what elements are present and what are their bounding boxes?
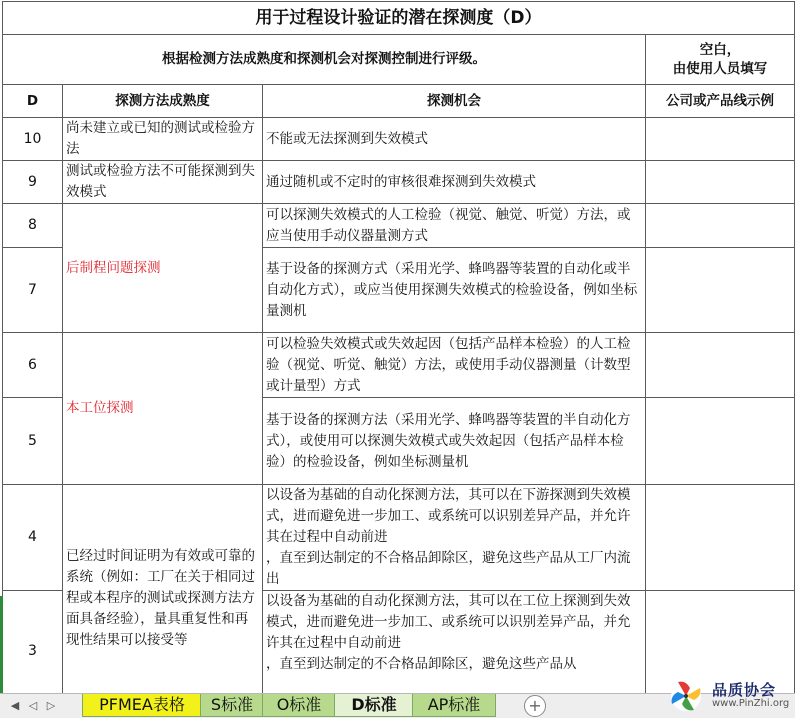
d-value-cell[interactable]: 4 — [3, 485, 63, 591]
group-proven-cell[interactable]: 已经过时间证明为有效或可靠的系统（例如：工厂在关于相同过程或本程序的测试或探测方法方面具备经验），量具重复性和再现性结果可以接受等 — [63, 485, 263, 694]
selection-indicator — [0, 596, 3, 693]
header-maturity[interactable]: 探测方法成熟度 — [63, 85, 263, 118]
example-cell[interactable] — [646, 204, 795, 248]
header-opportunity[interactable]: 探测机会 — [263, 85, 646, 118]
opportunity-cell[interactable]: 不能或无法探测到失效模式 — [263, 118, 646, 161]
d-value-cell[interactable]: 7 — [3, 248, 63, 333]
description-cell[interactable]: 根据检测方法成熟度和探测机会对探测控制进行评级。 — [3, 35, 646, 85]
opportunity-cell[interactable]: 通过随机或不定时的审核很难探测到失效模式 — [263, 161, 646, 204]
tab-pfmea[interactable]: PFMEA表格 — [82, 694, 202, 717]
d-value-cell[interactable]: 5 — [3, 398, 63, 485]
opportunity-cell[interactable]: 可以探测失效模式的人工检验（视觉、触觉、听觉）方法，或应当使用手动仪器量测方式 — [263, 204, 646, 248]
opportunity-cell[interactable]: 可以检验失效模式或失效起因（包括产品样本检验）的人工检验（视觉、听觉、触觉）方法，或使用手动仪器测量（计数型或计量型）方式 — [263, 333, 646, 398]
d-value-cell[interactable]: 10 — [3, 118, 63, 161]
example-cell[interactable] — [646, 485, 795, 591]
header-example[interactable]: 公司或产品线示例 — [646, 85, 795, 118]
opportunity-cell[interactable]: 以设备为基础的自动化探测方法，其可以在工位上探测到失效模式，进而避免进一步加工、或系统可以识别差异产品，并允许其在过程中自动前进 ，直至到达制定的不合格品卸除区，避免这些产品从 — [263, 591, 646, 694]
watermark-url: www.PinZhi.org — [712, 698, 790, 709]
tab-ap-standard[interactable]: AP标准 — [412, 694, 496, 717]
page-title[interactable]: 用于过程设计验证的潜在探测度（D） — [3, 2, 795, 35]
pinwheel-icon — [668, 678, 710, 714]
example-cell[interactable] — [646, 333, 795, 398]
d-value-cell[interactable]: 6 — [3, 333, 63, 398]
example-cell[interactable] — [646, 161, 795, 204]
header-d[interactable]: D — [3, 85, 63, 118]
opportunity-cell[interactable]: 基于设备的探测方法（采用光学、蜂鸣器等装置的半自动化方式），或使用可以探测失效模式或失效起因（包括产品样本检验）的检验设备，例如坐标测量机 — [263, 398, 646, 485]
maturity-cell[interactable]: 测试或检验方法不可能探测到失效模式 — [63, 161, 263, 204]
add-sheet-icon[interactable]: + — [524, 695, 546, 717]
example-cell[interactable] — [646, 398, 795, 485]
example-cell[interactable] — [646, 248, 795, 333]
prev-sheet-icon[interactable]: ◁ — [28, 699, 38, 712]
d-value-cell[interactable]: 3 — [3, 591, 63, 694]
tab-d-standard[interactable]: D标准 — [334, 694, 414, 717]
tab-s-standard[interactable]: S标准 — [200, 694, 264, 717]
watermark-logo — [668, 678, 793, 716]
opportunity-cell[interactable]: 基于设备的探测方式（采用光学、蜂鸣器等装置的自动化或半自动化方式），或应当使用探测失效模式的检验设备，例如坐标量测机 — [263, 248, 646, 333]
opportunity-cell[interactable]: 以设备为基础的自动化探测方法，其可以在下游探测到失效模式，进而避免进一步加工、或系统可以识别差异产品，并允许其在过程中自动前进 ，直至到达制定的不合格品卸除区，避免这些产品从工厂内流出 — [263, 485, 646, 591]
example-cell[interactable] — [646, 118, 795, 161]
d-value-cell[interactable]: 9 — [3, 161, 63, 204]
first-sheet-icon[interactable]: ◀ — [10, 699, 20, 712]
blank-note-cell[interactable]: 空白， 由使用人员填写 — [646, 35, 795, 85]
maturity-cell[interactable]: 尚未建立或已知的测试或检验方法 — [63, 118, 263, 161]
next-sheet-icon[interactable]: ▷ — [46, 699, 56, 712]
detection-table — [2, 1, 795, 693]
group-post-process-cell[interactable]: 后制程问题探测 — [63, 204, 263, 333]
group-in-station-cell[interactable]: 本工位探测 — [63, 333, 263, 485]
tab-o-standard[interactable]: O标准 — [262, 694, 336, 717]
watermark-name: 品质协会 — [712, 681, 777, 699]
d-value-cell[interactable]: 8 — [3, 204, 63, 248]
